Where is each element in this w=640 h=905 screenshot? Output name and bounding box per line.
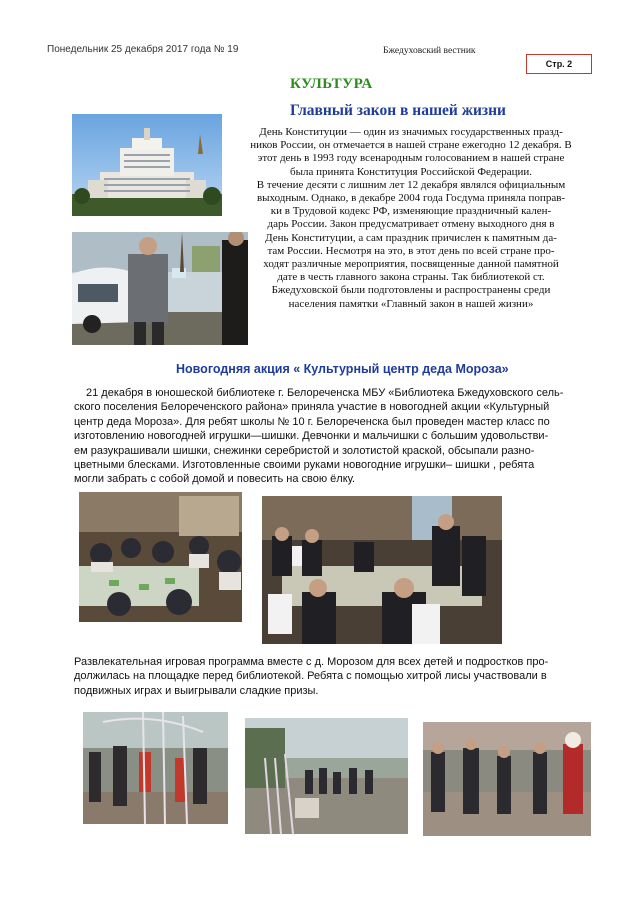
article2-line: центр деда Мороза». Для ребят школы № 10 г. Белореченска был проведен мастер класс по — [74, 415, 550, 428]
article1-line: населения памятки «Главный закон в нашей жизни» — [288, 297, 534, 310]
article1-line: День Конституции, а сам праздник причислен к памятным да- — [265, 231, 557, 244]
photo-outdoor-games-3 — [423, 722, 591, 836]
photo-government-building — [72, 114, 222, 216]
article1-line: ки в Трудовой кодекс РФ, изменяющие праздничный кален- — [270, 205, 552, 218]
article2-title: Новогодняя акция « Культурный центр деда Мороза» — [176, 362, 509, 376]
article1-line: ников России, он отмечается в нашей стране ежегодно 12 декабря. В — [250, 139, 572, 152]
article1-line: была принята Конституция Российской Федерации. — [289, 165, 533, 178]
photo-outdoor-games-1 — [83, 712, 228, 824]
photo-handing-out-leaflets — [72, 232, 248, 345]
article1-line: там России. Несмотря на это, в этот день по всей стране про- — [267, 244, 555, 257]
article2-closing-line: Развлекательная игровая программа вместе с д. Морозом для всех детей и подростков про- — [74, 656, 549, 668]
photo-master-class-2 — [262, 496, 502, 644]
article2-line: изготовлению новогодней игрушки—шишки. Девчонки и мальчишки с большим удовольстви- — [74, 430, 549, 443]
article1-line: Бжедуховской были подготовлены и распространены среди — [271, 284, 551, 297]
article1-line: ходят различные мероприятия, посвященные данной памятной — [263, 258, 559, 271]
article1-line: выходным. Однако, в декабре 2004 года Госдума приняла поправ- — [256, 192, 566, 205]
article1-line: День Конституции — один из значимых государственных празд- — [259, 126, 563, 138]
article2-line: 21 декабря в юношеской библиотеке г. Белореченска МБУ «Библиотека Бжедуховского сель- — [86, 387, 564, 399]
page-number-box — [526, 54, 592, 74]
article1-line: дарь России. Закон предусматривает отмену выходного дня в — [267, 218, 555, 231]
article2-line: цветными блесками. Изготовленные своими руками новогодние игрушки– шишки , ребята — [74, 459, 535, 472]
article1-line: В течение десяти с лишним лет 12 декабря являлся официальным — [256, 178, 566, 191]
photo-master-class-1 — [79, 492, 242, 622]
section-title: КУЛЬТУРА — [290, 76, 373, 92]
page-number-label: Стр. 2 — [545, 59, 573, 69]
article2-closing-line: подвижных играх и выигрывали сладкие призы. — [74, 684, 319, 697]
article2-closing — [74, 655, 598, 698]
article2-closing-line: должилась на площадке перед библиотекой. Ребята с помощью хитрой лисы участвовали в — [74, 670, 547, 683]
issue-date-line: Понедельник 25 декабря 2017 года № 19 — [47, 44, 239, 55]
article1-line: дате в честь главного закона страны. Так библиотекой ст. — [277, 271, 545, 284]
article1-body — [226, 126, 596, 311]
article1-line: этот день в 1993 году всенародным голосованием в нашей стране — [257, 152, 565, 165]
article2-line: ем разукрашивали шишки, снежинки серебристой и золотистой краской, обсыпали разно- — [74, 444, 535, 457]
article1-title: Главный закон в нашей жизни — [290, 102, 506, 119]
article2-line: могли забрать с собой домой и повесить на свою ёлку. — [74, 473, 356, 486]
article2-line: ского поселения Белореченского района» приняла участие в новогодней акции «Культурный — [74, 401, 550, 414]
article2-body — [74, 386, 598, 487]
newspaper-name: Бжедуховский вестник — [383, 46, 476, 56]
photo-outdoor-games-2 — [245, 718, 408, 834]
